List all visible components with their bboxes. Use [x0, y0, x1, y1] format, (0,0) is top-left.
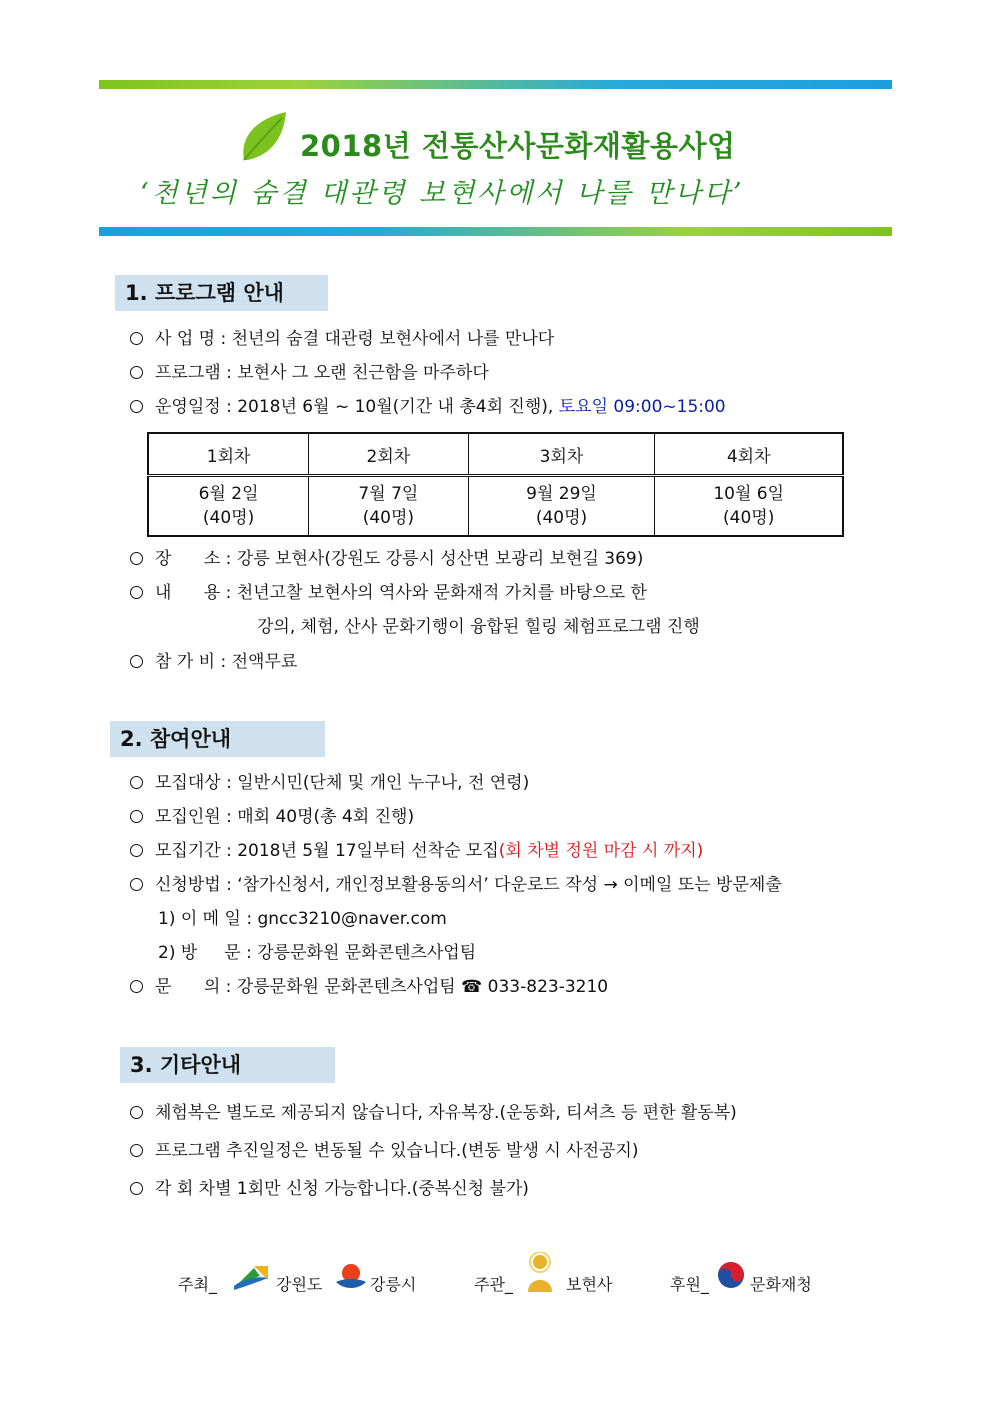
section1-heading: 1. 프로그램 안내	[115, 275, 328, 311]
etc-item: 프로그램 추진일정은 변동될 수 있습니다.(변동 발생 시 사전공지)	[130, 1140, 638, 1162]
sponsor: 문화재청	[750, 1275, 812, 1294]
section2-heading: 2. 참여안내	[110, 721, 325, 757]
info-place: 장 소 : 강릉 보현사(강원도 강릉시 성산면 보광리 보현길 369)	[130, 548, 643, 570]
period-note: (회 차별 정원 마감 시 까지)	[498, 841, 704, 861]
apply-method: 신청방법 : ‘참가신청서, 개인정보활용동의서’ 다운로드 작성 → 이메일 또는 방문제출	[130, 874, 782, 896]
table-cell: 6월 2일 (40명)	[148, 476, 309, 537]
page-subtitle: ‘천년의 숨결 대관령 보현사에서 나를 만나다’	[140, 178, 745, 209]
info-program: 프로그램 : 보현사 그 오랜 친근함을 마주하다	[130, 362, 489, 384]
section3-heading: 3. 기타안내	[120, 1047, 335, 1083]
recruit-period: 모집기간 : 2018년 5월 17일부터 선착순 모집(회 차별 정원 마감 시 까지)	[130, 840, 703, 862]
bullet-icon	[130, 1144, 143, 1157]
gangneung-logo-icon	[334, 1262, 368, 1294]
bullet-icon	[130, 332, 143, 345]
apply-email: 1) 이 메 일 : gncc3210@naver.com	[158, 909, 447, 929]
header-top-band	[99, 80, 892, 89]
inquiry: 문 의 : 강릉문화원 문화콘텐츠사업팀 ☎ 033-823-3210	[130, 976, 608, 998]
info-name: 사 업 명 : 천년의 숨결 대관령 보현사에서 나를 만나다	[130, 328, 554, 350]
host1: 강원도	[276, 1275, 323, 1294]
organizer: 보현사	[566, 1275, 613, 1294]
footer-sponsors	[0, 1262, 992, 1302]
etc-item: 각 회 차별 1회만 신청 가능합니다.(중복신청 불가)	[130, 1178, 529, 1200]
info-content: 내 용 : 천년고찰 보현사의 역사와 문화재적 가치를 바탕으로 한	[130, 582, 647, 604]
table-cell: 10월 6일 (40명)	[655, 476, 843, 537]
bullet-icon	[130, 776, 143, 789]
info-schedule: 운영일정 : 2018년 6월 ~ 10월(기간 내 총4회 진행), 토요일 09:00~15:00	[130, 396, 726, 418]
schedule-time: 토요일 09:00~15:00	[558, 397, 726, 417]
recruit-target: 모집대상 : 일반시민(단체 및 개인 누구나, 전 연령)	[130, 772, 529, 794]
bullet-icon	[130, 586, 143, 599]
taegeuk-icon	[716, 1260, 746, 1290]
sponsor-label: 후원_	[670, 1275, 709, 1294]
host2: 강릉시	[370, 1275, 417, 1294]
leaf-icon	[238, 110, 290, 164]
table-header-cell: 2회차	[309, 433, 468, 476]
table-cell: 7월 7일 (40명)	[309, 476, 468, 537]
table-row	[148, 476, 843, 537]
bullet-icon	[130, 1106, 143, 1119]
host-label: 주최_	[178, 1275, 217, 1294]
page-title: 2018년 전통산사문화재활용사업	[300, 129, 736, 163]
etc-item: 체험복은 별도로 제공되지 않습니다, 자유복장.(운동화, 티셔츠 등 편한 활동복)	[130, 1102, 737, 1124]
schedule-table	[147, 432, 844, 537]
table-header-cell: 1회차	[148, 433, 309, 476]
bullet-icon	[130, 980, 143, 993]
header-bottom-band	[99, 227, 892, 236]
bullet-icon	[130, 400, 143, 413]
table-header-cell: 4회차	[655, 433, 843, 476]
table-cell: 9월 29일 (40명)	[468, 476, 655, 537]
info-content-cont: 강의, 체험, 산사 문화기행이 융합된 힐링 체험프로그램 진행	[257, 617, 700, 637]
buddha-icon	[524, 1252, 556, 1296]
recruit-count: 모집인원 : 매회 40명(총 4회 진행)	[130, 806, 414, 828]
bullet-icon	[130, 844, 143, 857]
table-header-row	[148, 433, 843, 476]
organizer-label: 주관_	[474, 1275, 513, 1294]
table-header-cell: 3회차	[468, 433, 655, 476]
bullet-icon	[130, 655, 143, 668]
info-fee: 참 가 비 : 전액무료	[130, 651, 297, 673]
bullet-icon	[130, 878, 143, 891]
bullet-icon	[130, 552, 143, 565]
apply-visit: 2) 방 문 : 강릉문화원 문화콘텐츠사업팀	[158, 943, 477, 963]
bullet-icon	[130, 810, 143, 823]
gangwon-logo-icon	[230, 1264, 270, 1294]
bullet-icon	[130, 366, 143, 379]
bullet-icon	[130, 1182, 143, 1195]
